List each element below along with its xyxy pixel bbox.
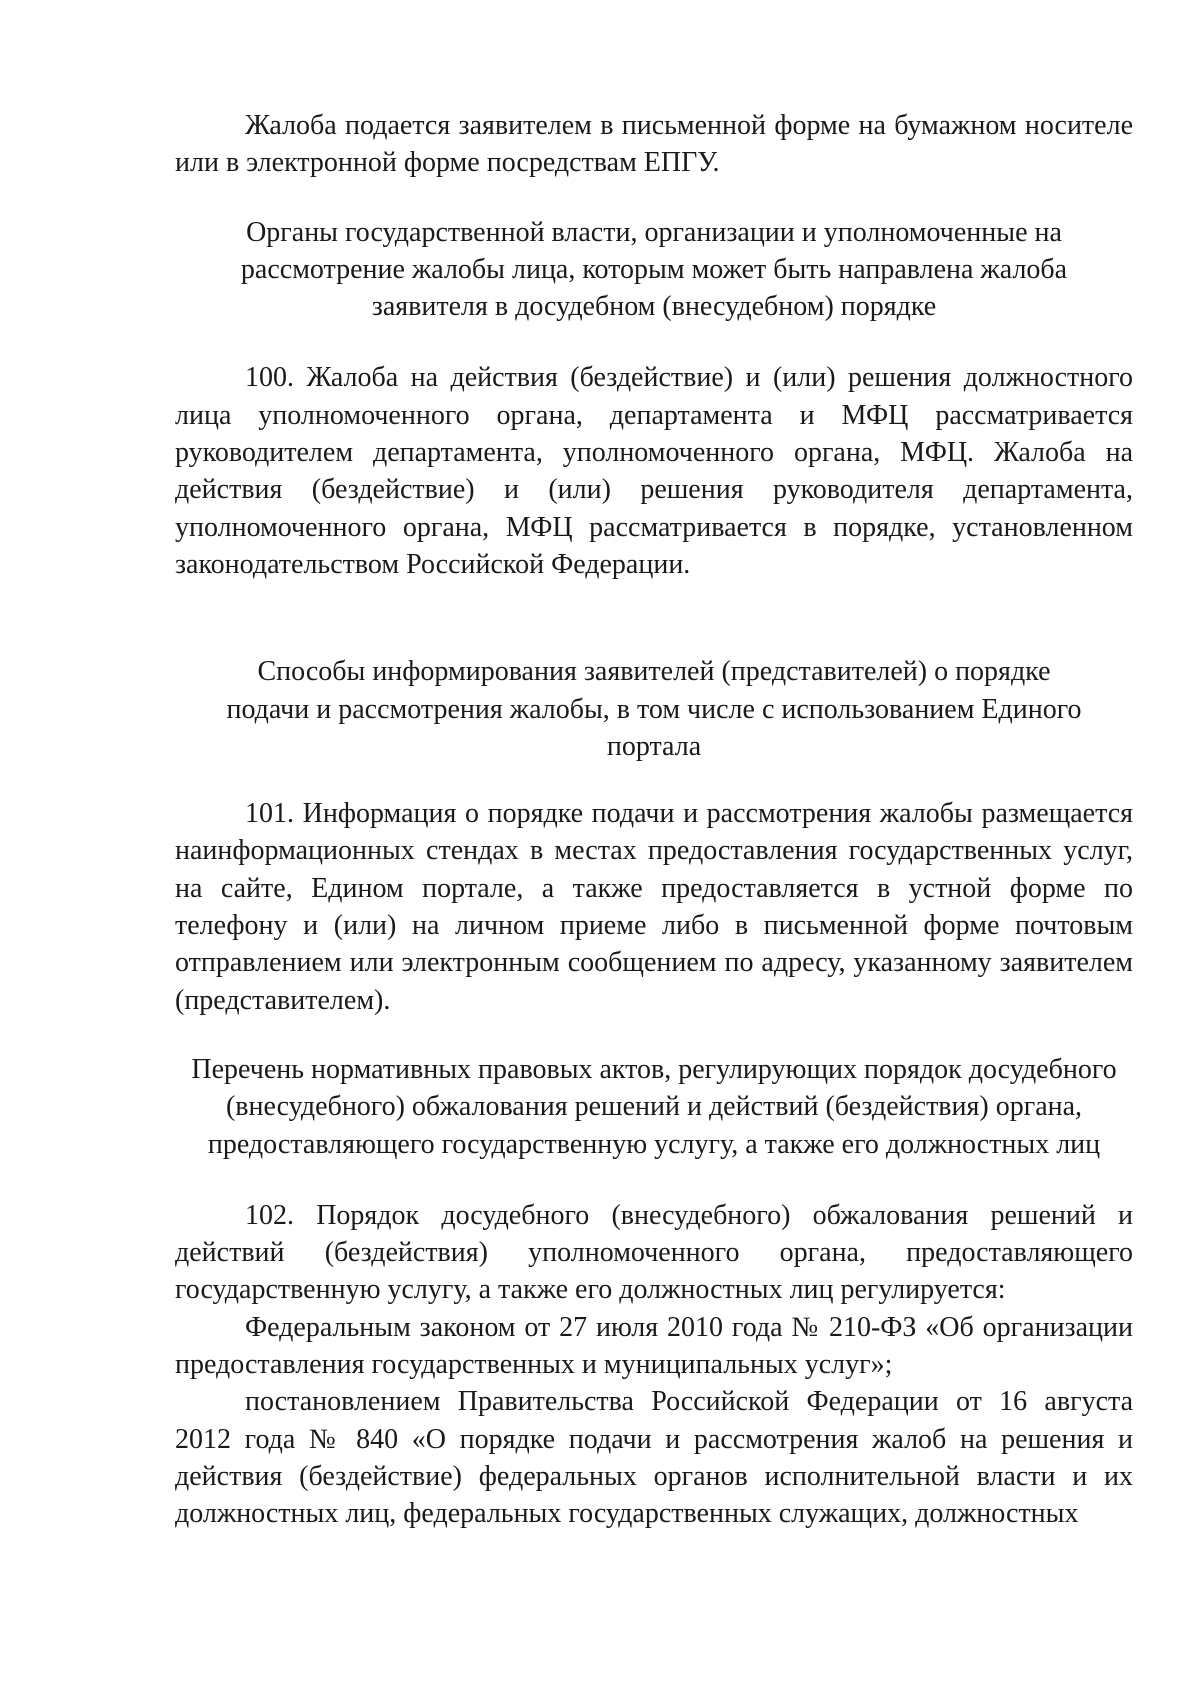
paragraph-102-federal-law: Федеральным законом от 27 июля 2010 года № 210-ФЗ «Об организации предоставления государственных и муниципальных услуг»; — [175, 1311, 1133, 1381]
paragraph-102: 102. Порядок досудебного (внесудебного) обжалования решений и действий (бездействия) уполномоченного органа, предоставляющего государственную услугу, а также его должностных лиц регулируется: — [175, 1199, 1133, 1306]
document-page — [175, 107, 1133, 1533]
paragraph-100: 100. Жалоба на действия (бездействие) и (или) решения должностного лица уполномоченного органа, департамента и МФЦ рассматривается руководителем департамента, уполномоченного органа, МФЦ. Жалоба на действия (бездействие) и (или) решения руководителя департамента, уполномоченного органа, МФЦ рассматривается в порядке, установленном законодательством Российской Федерации. — [175, 362, 1133, 580]
section-heading-informing-methods: Способы информирования заявителей (представителей) о порядке подачи и рассмотрения жалобы, в том числе с использованием Единого портала — [226, 656, 1082, 762]
section-heading-complaint-bodies: Органы государственной власти, организации и уполномоченные на рассмотрение жалобы лица, которым может быть направлена жалоба заявителя в досудебном (внесудебном) порядке — [240, 216, 1068, 323]
section-heading-legal-acts: Перечень нормативных правовых актов, регулирующих порядок досудебного (внесудебного) обжалования решений и действий (бездействия) органа, предоставляющего государственную услугу, а также его должностных лиц — [191, 1053, 1117, 1160]
intro-paragraph: Жалоба подается заявителем в письменной форме на бумажном носителе или в электронной форме посредствам ЕПГУ. — [175, 110, 1133, 179]
paragraph-101: 101. Информация о порядке подачи и рассмотрения жалобы размещается наинформационных стендах в местах предоставления государственных услуг, на сайте, Едином портале, а также предоставляется в устной форме по телефону и (или) на личном приеме либо в письменной форме почтовым отправлением или электронным сообщением по адресу, указанному заявителем (представителем). — [175, 798, 1133, 1016]
paragraph-102-government-resolution: постановлением Правительства Российской Федерации от 16 августа 2012 года № 840 «О порядке подачи и рассмотрения жалоб на решения и действия (бездействие) федеральных органов исполнительной власти и их должностных лиц, федеральных государственных служащих, должностных — [175, 1386, 1133, 1530]
